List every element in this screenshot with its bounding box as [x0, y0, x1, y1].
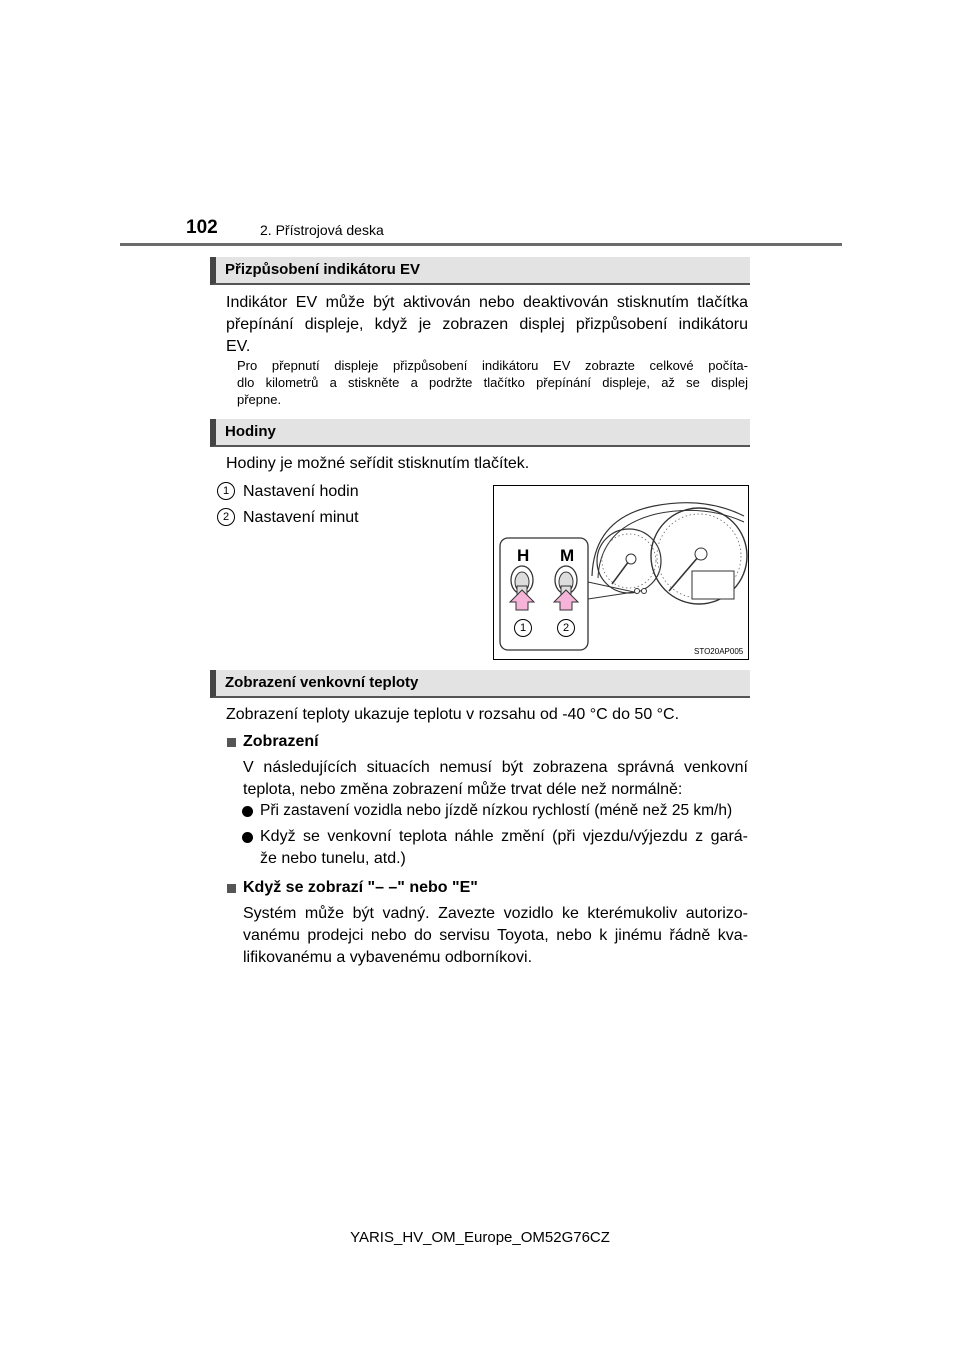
- ev-note-line-3: přepne.: [237, 392, 282, 407]
- section-heading-clock: [210, 419, 750, 447]
- figure-code: STO20AP005: [694, 647, 744, 656]
- ev-para-line-1: Indikátor EV může být aktivován nebo deaktivován stisknutím tlačítka: [226, 294, 748, 311]
- section-heading-temperature-text: Zobrazení venkovní teploty: [225, 674, 419, 691]
- ev-note-line-2: dlo kilometrů a stiskněte a podržte tlačítko přepínání displeje, až se displej: [237, 375, 748, 390]
- ev-note-line-1: Pro přepnutí displeje přizpůsobení indikátoru EV zobrazte celkové počíta-: [237, 358, 748, 373]
- ev-para-line-2: přepínání displeje, když je zobrazen displej přizpůsobení indikátoru: [226, 316, 748, 333]
- figure-callout-1: 1: [514, 619, 532, 637]
- temperature-intro: Zobrazení teploty ukazuje teplotu v rozsahu od -40 °C do 50 °C.: [226, 706, 680, 723]
- subheading-display: Zobrazení: [243, 733, 319, 750]
- document-code: YARIS_HV_OM_Europe_OM52G76CZ: [350, 1229, 610, 1246]
- section-heading-ev: [210, 257, 750, 285]
- callout-number-2: 2: [217, 508, 235, 526]
- square-bullet-icon: [227, 738, 236, 747]
- clock-item-minutes: Nastavení minut: [243, 509, 359, 526]
- display-para-line-2: teplota, nebo změna zobrazení může trvat déle než normálně:: [243, 781, 683, 798]
- clock-buttons-figure: [493, 485, 749, 660]
- page-number: 102: [186, 217, 218, 238]
- subheading-dashes-or-e: Když se zobrazí "– –" nebo "E": [243, 879, 478, 896]
- button-label-m: M: [560, 546, 575, 565]
- callout-number-1: 1: [217, 482, 235, 500]
- section-heading-ev-text: Přizpůsobení indikátoru EV: [225, 261, 421, 278]
- button-label-h: H: [517, 546, 530, 565]
- section-heading-temperature: [210, 670, 750, 698]
- clock-intro: Hodiny je možné seřídit stisknutím tlačítek.: [226, 455, 530, 472]
- bullet-temp-change-line-1: Když se venkovní teplota náhle změní (při vjezdu/výjezdu z gará-: [260, 828, 748, 845]
- header-divider: [120, 243, 842, 246]
- bullet-temp-change-line-2: že nebo tunelu, atd.): [260, 850, 406, 867]
- ev-para-line-3: EV.: [226, 338, 251, 355]
- bullet-dot-icon: [242, 806, 253, 817]
- square-bullet-icon: [227, 884, 236, 893]
- bullet-low-speed: Při zastavení vozidla nebo jízdě nízkou rychlostí (méně než 25 km/h): [260, 802, 733, 819]
- display-para-line-1: V následujících situacích nemusí být zobrazena správná venkovní: [243, 759, 748, 776]
- chapter-title: 2. Přístrojová deska: [260, 222, 384, 238]
- instrument-cluster-illustration: [494, 486, 748, 659]
- clock-item-hours: Nastavení hodin: [243, 483, 359, 500]
- section-heading-clock-text: Hodiny: [225, 423, 276, 440]
- fault-para-line-1: Systém může být vadný. Zavezte vozidlo ke kterémukoliv autorizo-: [243, 905, 748, 922]
- fault-para-line-3: lifikovanému a vybavenému odborníkovi.: [243, 949, 533, 966]
- fault-para-line-2: vanému prodejci nebo do servisu Toyota, nebo k jinému řádně kva-: [243, 927, 748, 944]
- bullet-dot-icon: [242, 832, 253, 843]
- figure-callout-2: 2: [557, 619, 575, 637]
